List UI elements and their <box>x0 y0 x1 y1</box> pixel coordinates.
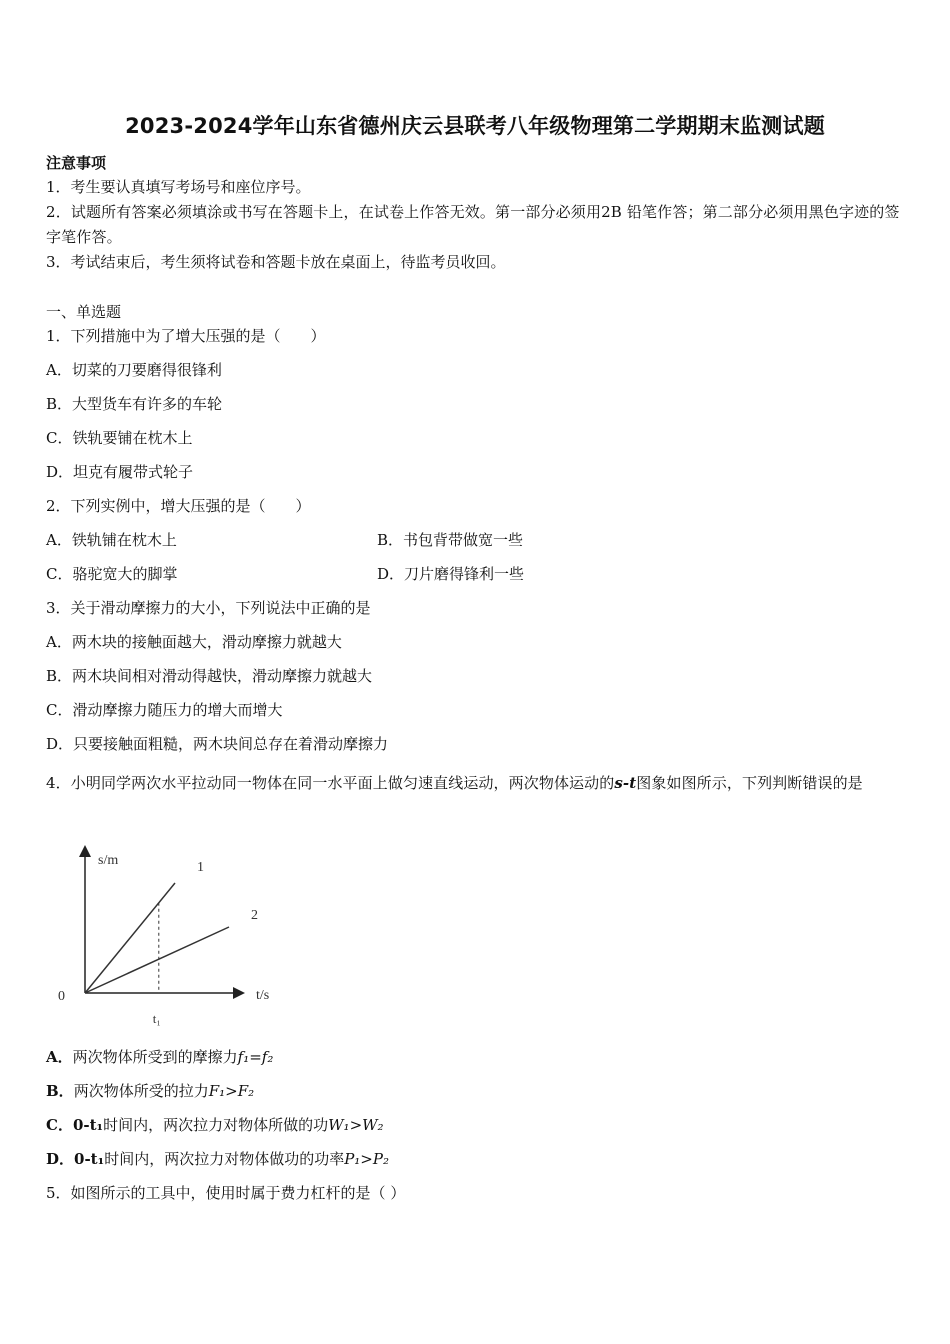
notice-item-3: 3．考试结束后，考生须将试卷和答题卡放在桌面上，待监考员收回。 <box>46 253 506 271</box>
q4-option-a: A．两次物体所受到的摩擦力f₁=f₂ <box>46 1048 274 1066</box>
series-label-1: 1 <box>197 860 204 875</box>
q1-option-b: B．大型货车有许多的车轮 <box>46 395 223 413</box>
q4-stem-b: 图象如图所示，下列判断错误的是 <box>636 774 863 792</box>
series-line-2 <box>85 927 229 993</box>
q2-option-a: A．铁轨铺在枕木上 <box>46 531 177 549</box>
st-graph <box>50 840 290 1035</box>
q2-option-d: D．刀片磨得锋利一些 <box>377 565 525 583</box>
series-layer <box>85 860 258 993</box>
series-line-1 <box>85 883 175 993</box>
q3-option-d: D．只要接触面粗糙，两木块间总存在着滑动摩擦力 <box>46 735 389 753</box>
q1-option-c: C．铁轨要铺在枕木上 <box>46 429 193 447</box>
q4-option-c: C．0-t₁时间内，两次拉力对物体所做的功W₁>W₂ <box>46 1116 384 1134</box>
q2-option-c: C．骆驼宽大的脚掌 <box>46 565 178 583</box>
q4-option-c-expr: W₁>W₂ <box>328 1116 384 1134</box>
notice-item-2: 2．试题所有答案必须填涂或书写在答题卡上，在试卷上作答无效。第一部分必须用2B 铅笔作答；第二部分必须用黑色字迹的签字笔作答。 <box>46 203 900 246</box>
q4-option-d-expr: P₁>P₂ <box>344 1150 389 1168</box>
y-axis-label: s/m <box>98 853 119 868</box>
q2-option-b: B．书包背带做宽一些 <box>377 531 524 549</box>
x-axis-label: t/s <box>256 988 270 1003</box>
q4-stem <box>46 764 906 802</box>
q4-option-a-expr: f₁=f₂ <box>237 1048 274 1066</box>
q3-option-c: C．滑动摩擦力随压力的增大而增大 <box>46 701 283 719</box>
q4-stem-a: 4．小明同学两次水平拉动同一物体在同一水平面上做匀速直线运动，两次物体运动的 <box>46 774 615 792</box>
t1-tick-label: t₁ <box>152 1011 161 1026</box>
q4-option-b-expr: F₁>F₂ <box>208 1082 255 1100</box>
q1-option-d: D．坦克有履带式轮子 <box>46 463 194 481</box>
q4-option-b: B．两次物体所受的拉力F₁>F₂ <box>46 1082 255 1100</box>
q5-stem: 5．如图所示的工具中，使用时属于费力杠杆的是（ ） <box>46 1184 406 1202</box>
q1-option-a: A．切菜的刀要磨得很锋利 <box>46 361 222 379</box>
page-title: 2023-2024学年山东省德州庆云县联考八年级物理第二学期期末监测试题 <box>125 114 825 138</box>
origin-label: 0 <box>58 989 65 1004</box>
q2-stem: 2．下列实例中，增大压强的是（ ） <box>46 497 311 515</box>
q3-option-a: A．两木块的接触面越大，滑动摩擦力就越大 <box>46 633 342 651</box>
q4-option-d: D．0-t₁时间内，两次拉力对物体做功的功率P₁>P₂ <box>46 1150 389 1168</box>
notice-heading: 注意事项 <box>46 154 107 172</box>
section-heading: 一、单选题 <box>46 303 122 321</box>
q4-stem-st: s-t <box>614 774 637 792</box>
series-label-2: 2 <box>251 908 258 923</box>
q1-stem: 1．下列措施中为了增大压强的是（ ） <box>46 327 326 345</box>
q3-option-b: B．两木块间相对滑动得越快，滑动摩擦力就越大 <box>46 667 373 685</box>
q3-stem: 3．关于滑动摩擦力的大小，下列说法中正确的是 <box>46 599 371 617</box>
notice-item-1: 1．考生要认真填写考场号和座位序号。 <box>46 178 311 196</box>
